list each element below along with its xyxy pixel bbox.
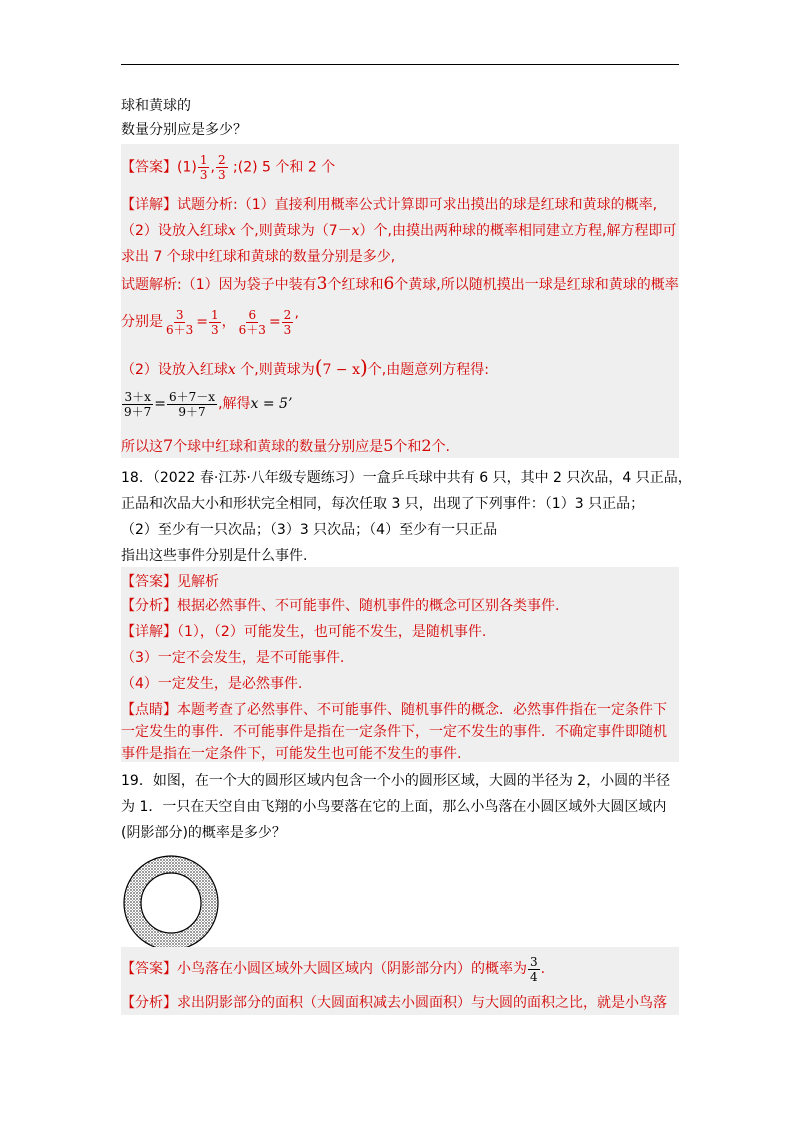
answer-separator: , [210, 159, 215, 176]
detail-text: （2）设放入红球 [121, 223, 228, 239]
fraction-denominator: 6＋3 [238, 322, 266, 337]
q17-detail-line-3: 求出 7 个球中红球和黄球的数量分别是多少, [121, 249, 396, 265]
solution-fraction-2 [237, 308, 268, 337]
answer-end: . [540, 961, 546, 977]
q17-answer [121, 153, 335, 182]
q17-stem-line-2: 数量分别应是多少？ [121, 122, 247, 138]
math-number: 5 [383, 436, 394, 455]
detail-text: ）个,由摸出两种球的概率相同建立方程,解方程即可 [359, 223, 677, 239]
q17-equation [121, 385, 292, 423]
q19-stem-line-3: (阴影部分)的概率是多少？ [121, 825, 286, 841]
solution-text: 个红球和 [327, 277, 384, 293]
q17-detail-line-2 [121, 221, 676, 241]
q18-stem-line-2: 正品和次品大小和形状完全相同，每次任取 3 只，出现了下列事件：（1）3 只正品； [121, 496, 645, 512]
fraction-denominator: 3 [217, 168, 226, 182]
math-number: 6 [383, 274, 395, 294]
math-expression: 7 − x [322, 362, 360, 378]
q18-stem-line-1: 18．（2022 春·江苏·八年级专题练习）一盒乒乓球中共有 6 只，其中 2 只次品，4 只正品， [121, 470, 692, 486]
q18-detail-line-3: （4）一定发生，是必然事件. [121, 676, 303, 692]
answer-fraction-1 [198, 153, 210, 182]
equals-sign: = [196, 314, 209, 330]
comma: ， [221, 314, 236, 330]
equals-sign: = [268, 314, 281, 330]
fraction-numerator: 3 [175, 307, 184, 322]
header-rule [121, 64, 679, 65]
detail-text: 个,则黄球为（7－ [235, 223, 352, 239]
fraction-numerator: 1 [199, 153, 208, 167]
solution-text: 个. [431, 439, 451, 455]
fraction-numerator: 6 [248, 307, 257, 322]
equation-right-fraction [167, 390, 217, 419]
fraction-denominator: 3 [283, 322, 292, 337]
solution-fraction-1 [164, 308, 195, 337]
concentric-circles-figure [121, 853, 221, 953]
q18-stem-line-4: 指出这些事件分别是什么事件. [121, 548, 308, 564]
q18-detail-line-1: 【详解】（1），（2）可能发生，也可能不发生，是随机事件. [121, 624, 487, 640]
fraction-numerator: 3＋x [124, 389, 151, 404]
fraction-numerator: 3 [530, 954, 538, 969]
math-number: 2 [421, 436, 432, 455]
solution-text: 个球中红球和黄球的数量分别应是 [173, 439, 384, 455]
solution-text: 试题解析:（1）因为袋子中装有 [121, 277, 317, 293]
fraction-numerator: 2 [217, 153, 226, 167]
q17-solution-line-2 [121, 304, 299, 340]
q19-stem-line-1: 19．如图，在一个大的圆形区域内包含一个小的圆形区域，大圆的半径为 2，小圆的半径 [121, 773, 671, 789]
answer-part-2: ;(2) 5 个和 2 个 [228, 159, 336, 176]
fraction-numerator: 6＋7－x [169, 389, 216, 404]
q17-detail-line-1 [121, 195, 657, 215]
small-circle [141, 873, 201, 933]
q18-answer: 【答案】见解析 [121, 574, 219, 590]
fraction-denominator: 9＋7 [178, 404, 206, 419]
q19-answer [121, 952, 545, 986]
q19-analysis: 【分析】求出阴影部分的面积（大圆面积减去小圆面积）与大圆的面积之比，就是小鸟落 [121, 995, 667, 1011]
answer-fraction-2 [216, 153, 228, 182]
math-variable: x [227, 362, 236, 378]
trailing-mark: ’ [294, 314, 299, 330]
q17-part2-setup [121, 357, 489, 380]
solution-text: （2）设放入红球 [121, 362, 228, 378]
answer-text: 【答案】小鸟落在小圆区域外大圆区域内（阴影部分内）的概率为 [121, 961, 527, 977]
fraction-numerator: 2 [283, 307, 292, 322]
q17-final-sentence [121, 436, 450, 457]
solution-text: 个,由题意列方程得: [367, 362, 489, 378]
solution-text: 分别是 [121, 314, 163, 330]
math-variable: x [227, 223, 236, 239]
solution-text: 个黄球,所以随机摸出一球是红球和黄球的概率 [394, 277, 679, 293]
math-number: 3 [316, 274, 328, 294]
math-number: 7 [163, 436, 174, 455]
detail-tag: 【详解】 [121, 197, 177, 213]
q18-analysis: 【分析】根据必然事件、不可能事件、随机事件的概念可区别各类事件. [121, 598, 560, 614]
solution-text: 所以这 [121, 439, 163, 455]
answer-tag: 【答案】 [121, 159, 177, 176]
solution-result-1 [209, 308, 221, 337]
q18-comment-line-1: 【点睛】本题考查了必然事件、不可能事件、随机事件的概念．必然事件指在一定条件下 [121, 702, 667, 718]
q18-detail-line-2: （3）一定不会发生，是不可能事件. [121, 650, 345, 666]
answer-fraction [528, 955, 540, 984]
q18-comment-line-3: 事件是指在一定条件下，可能发生也可能不发生的事件. [121, 746, 462, 762]
q17-solution-line-1 [121, 274, 679, 295]
q18-stem-line-3: （2）至少有一只次品；（3）3 只次品；（4）至少有一只正品 [121, 522, 498, 538]
solution-result-2 [282, 308, 294, 337]
fraction-denominator: 6＋3 [166, 322, 194, 337]
fraction-denominator: 4 [530, 969, 538, 984]
fraction-denominator: 9＋7 [124, 404, 152, 419]
solution-text: ,解得 [218, 396, 251, 412]
fraction-denominator: 3 [211, 322, 219, 337]
equation-result: x = 5’ [250, 396, 293, 412]
detail-text: 试题分析:（1）直接利用概率公式计算即可求出摸出的球是红球和黄球的概率, [177, 197, 658, 213]
equals-sign: = [154, 396, 167, 412]
left-paren: ( [314, 355, 323, 379]
equation-left-fraction [122, 390, 153, 419]
q19-stem-line-2: 为 1．一只在天空自由飞翔的小鸟要落在它的上面，那么小鸟落在小圆区域外大圆区域内 [121, 799, 667, 815]
fraction-numerator: 1 [211, 307, 219, 322]
solution-text: 个和 [393, 439, 422, 455]
q17-stem-line-1: 球和黄球的 [121, 98, 191, 114]
right-paren: ) [359, 355, 368, 379]
q18-comment-line-2: 一定发生的事件．不可能事件是指在一定条件下，一定不发生的事件．不确定事件即随机 [121, 724, 667, 740]
answer-part-1: (1) [177, 159, 197, 176]
math-variable: x [351, 223, 360, 239]
fraction-denominator: 3 [199, 168, 208, 182]
solution-text: 个,则黄球为 [235, 362, 315, 378]
